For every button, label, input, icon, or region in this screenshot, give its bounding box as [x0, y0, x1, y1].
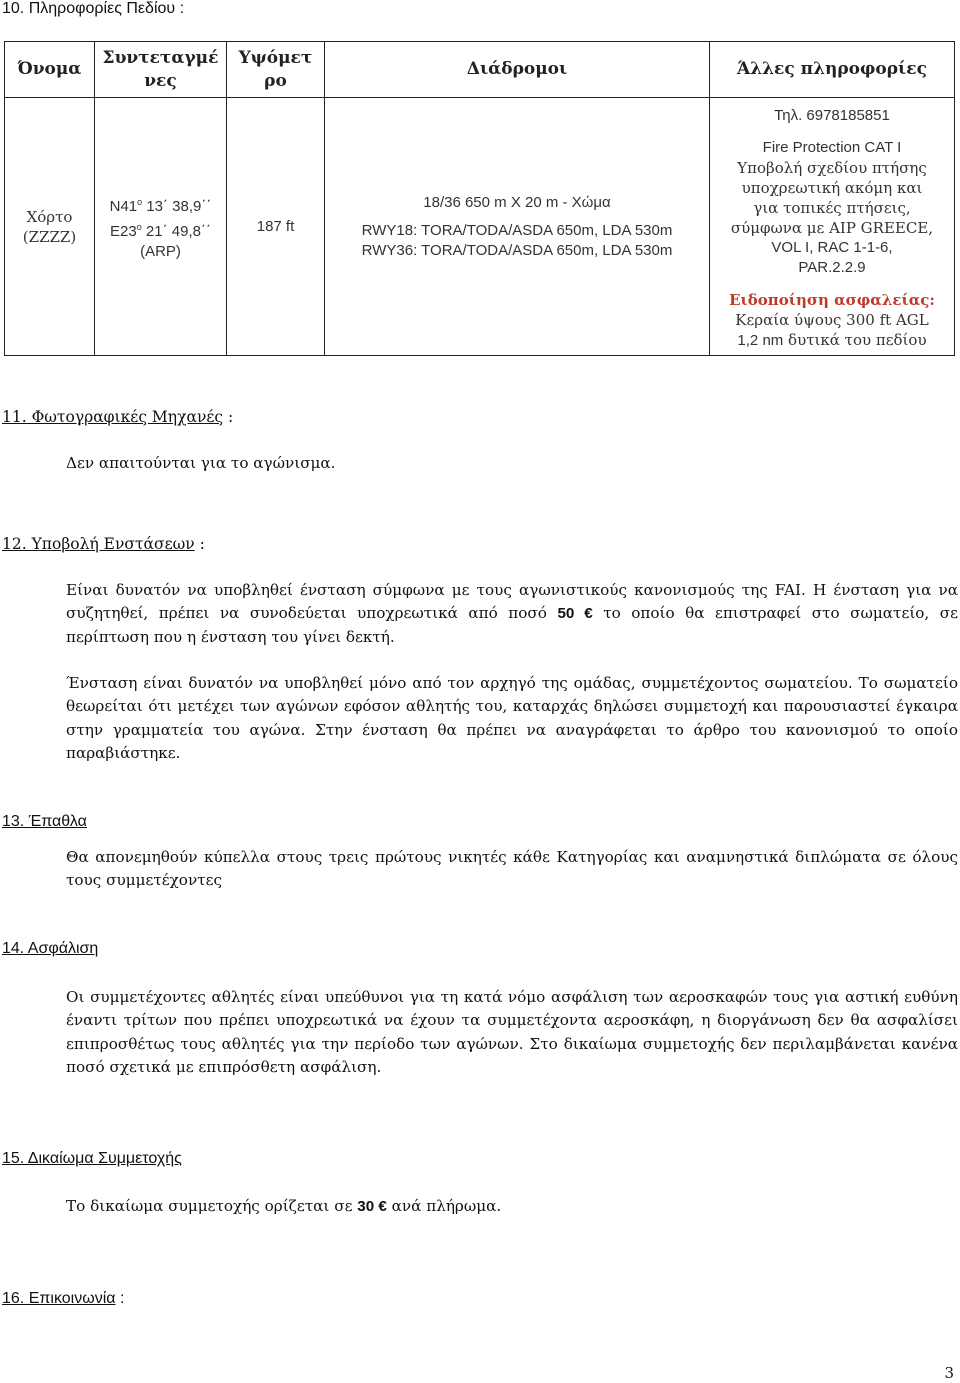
- other-line-4: υποχρεωτική ακόμη και: [741, 179, 923, 197]
- runway-dimensions: 18/36 650 m X 20 m - Χώμα: [423, 193, 611, 211]
- cell-coordinates: [95, 98, 227, 356]
- arp-label: (ARP): [140, 242, 181, 260]
- phone-number: Τηλ. 6978185851: [774, 107, 890, 124]
- altitude-value: 187 ft: [256, 217, 295, 235]
- header-runways-text: Διάδρομοι: [466, 59, 568, 79]
- cell-other-info: [710, 98, 955, 356]
- section-11-text: Δεν απαιτούνται για το αγώνισμα.: [66, 454, 336, 472]
- header-coords: [95, 42, 227, 98]
- page-number: 3: [944, 1364, 954, 1382]
- cell-name: [5, 98, 95, 356]
- section-10-heading: [2, 0, 184, 18]
- longitude: [110, 223, 211, 240]
- colon: :: [223, 408, 234, 426]
- section-12-title: 12. Υποβολή Ενστάσεων: [2, 535, 195, 553]
- other-line-5: για τοπικές πτήσεις,: [753, 199, 911, 217]
- fire-protection: Fire Protection CAT I: [762, 139, 902, 156]
- section-15-heading: [2, 1150, 182, 1168]
- section-16-heading: [2, 1290, 124, 1308]
- section-15-title: 15. Δικαίωμα Συμμετοχής: [2, 1150, 182, 1167]
- antenna-direction: δυτικά του πεδίου: [783, 331, 927, 349]
- cell-altitude: [227, 98, 325, 356]
- header-other-text: Άλλες πληροφορίες: [737, 59, 927, 79]
- section-11-heading: [2, 408, 233, 426]
- section-12-heading: [2, 535, 205, 553]
- section-11-title: 11. Φωτογραφικές Μηχανές: [2, 408, 224, 426]
- header-other: [710, 42, 955, 98]
- entry-fee-text-a: Το δικαίωμα συμμετοχής ορίζεται σε: [66, 1197, 358, 1215]
- section-14-heading: [2, 940, 98, 958]
- header-altitude: [227, 42, 325, 98]
- section-14-title: 14. Ασφάλιση: [2, 940, 99, 957]
- header-coords-l1: Συντεταγμέ: [102, 47, 219, 68]
- entry-fee-text-b: ανά πλήρωμα.: [386, 1197, 502, 1215]
- header-runways: [325, 42, 710, 98]
- section-12-paragraph-1: [66, 579, 958, 649]
- lat-post: 13΄ 38,9΄΄: [142, 197, 212, 215]
- section-13-heading: [2, 813, 87, 831]
- other-line-8: PAR.2.2.9: [798, 259, 866, 276]
- header-alt-l2: ρο: [264, 70, 287, 91]
- other-line-6: σύμφωνα με AIP GREECE,: [730, 219, 934, 237]
- safety-notice-label: Ειδοποίηση ασφαλείας:: [729, 291, 935, 309]
- header-name: [5, 42, 95, 98]
- table-header-row: [5, 42, 955, 98]
- lon-deg: ο: [136, 221, 142, 232]
- section-16-title: 16. Επικοινωνία: [2, 1290, 116, 1307]
- other-line-3: Υποβολή σχεδίου πτήσης: [737, 159, 927, 177]
- header-coords-l2: νες: [144, 70, 177, 91]
- section-13-title: 13. Έπαθλα: [2, 813, 87, 830]
- field-info-table: [4, 41, 955, 356]
- table-row: [5, 98, 955, 356]
- objection-fee: 50 €: [557, 605, 593, 623]
- lat-deg: ο: [137, 196, 143, 207]
- header-alt-l1: Υψόμετ: [238, 47, 313, 68]
- section-10-title: 10. Πληροφορίες Πεδίου: [2, 0, 176, 17]
- cell-runways: [325, 98, 710, 356]
- section-15-text: [66, 1195, 958, 1218]
- section-12-paragraph-2: Ένσταση είναι δυνατόν να υποβληθεί μόνο από τον αρχηγό της ομάδας, συμμετέχοντος σωματείου. Το σωματείο θεωρείται ότι μετέχει των αγώνων εφόσον αθλητής του, καταρχάς δηλώσει συμμετοχή και παρουσιαστεί έγκαιρα στην γραμματεία του αγώνα. Στην ένσταση θα πρέπει να αναγράφεται το άρθρο του κανονισμού το οποίο παραβιάστηκε.: [66, 674, 958, 762]
- lon-post: 21΄ 49,8΄΄: [141, 222, 211, 240]
- runway-18-distances: RWY18: TORA/TODA/ASDA 650m, LDA 530m: [361, 221, 673, 239]
- runway-36-distances: RWY36: TORA/TODA/ASDA 650m, LDA 530m: [361, 241, 673, 259]
- lat-pre: N41: [109, 197, 138, 215]
- field-code: (ZZZZ): [22, 227, 77, 246]
- latitude: [110, 198, 212, 215]
- section-14-text: Οι συμμετέχοντες αθλητές είναι υπεύθυνοι για τη κατά νόμο ασφάλιση των αεροσκαφών τους για αστική ευθύνη έναντι τρίτων που πρέπει υποχρεωτικά να έχουν τα συμμετέχοντα αεροσκάφη, η διοργάνωση δεν θα ασφαλίσει επιπροσθέτως τους αθλητές για την περίοδο των αγώνων. Στο δικαίωμα συμμετοχής δεν περιλαμβάνεται κανένα ποσό σχετικά με επιπρόσθετη ασφάλιση.: [66, 988, 958, 1076]
- antenna-height: Κεραία ύψους 300 ft AGL: [735, 311, 929, 329]
- objection-text-b: το οποίο θα επιστραφεί στο σωματείο, σε περίπτωση που η ένσταση του γίνει δεκτή.: [66, 604, 959, 646]
- colon: :: [175, 0, 185, 17]
- colon: :: [194, 535, 205, 553]
- antenna-distance: 1,2 nm: [737, 332, 784, 349]
- lon-pre: E23: [110, 222, 137, 240]
- colon: :: [115, 1290, 125, 1307]
- field-name: Χόρτο: [26, 207, 73, 226]
- header-name-text: Όνομα: [17, 59, 82, 79]
- objection-text-a: Είναι δυνατόν να υποβληθεί ένσταση σύμφωνα με τους αγωνιστικούς κανονισμούς της FAI. Η ένσταση για να συζητηθεί, πρέπει να συνοδεύεται υποχρεωτικά από ποσό: [66, 581, 958, 623]
- other-line-7: VOL I, RAC 1-1-6,: [771, 239, 893, 256]
- section-13-text: Θα απονεμηθούν κύπελλα στους τρεις πρώτους νικητές κάθε Κατηγορίας και αναμνηστικά διπλώματα σε όλους τους συμμετέχοντες: [66, 848, 958, 890]
- entry-fee-amount: 30 €: [357, 1198, 387, 1215]
